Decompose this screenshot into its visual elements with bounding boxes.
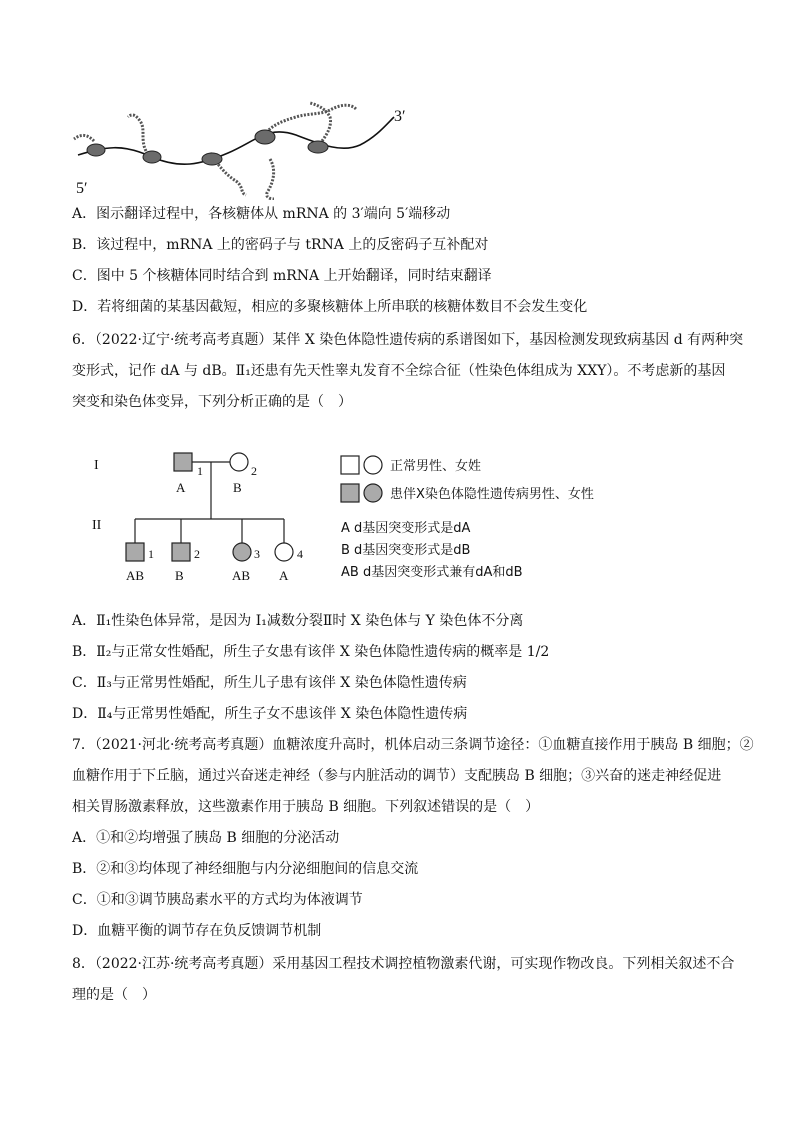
q7-stem-line-1: 7．（2021·河北·统考高考真题）血糖浓度升高时，机体启动三条调节途径：①血糖直接作用于胰岛 B 细胞；② bbox=[72, 737, 754, 753]
q5-option-c: C．图中 5 个核糖体同时结合到 mRNA 上开始翻译，同时结束翻译 bbox=[72, 268, 492, 284]
q6-option-a: A．Ⅱ₁性染色体异常，是因为 I₁减数分裂Ⅱ时 X 染色体与 Y 染色体不分离 bbox=[72, 613, 524, 629]
ii1-number: 1 bbox=[148, 547, 154, 561]
i1-number: 1 bbox=[197, 464, 203, 478]
label-3-prime: 3′ bbox=[394, 108, 406, 125]
q7-option-c: C．①和③调节胰岛素水平的方式均为体液调节 bbox=[72, 892, 363, 908]
note-da: A d基因突变形式是dA bbox=[341, 521, 471, 536]
pedigree-chart bbox=[80, 445, 640, 590]
ii4-number: 4 bbox=[297, 547, 303, 561]
q7-option-a: A．①和②均增强了胰岛 B 细胞的分泌活动 bbox=[72, 830, 340, 846]
i2-normal-female bbox=[230, 453, 248, 471]
mrna-strand bbox=[78, 117, 394, 164]
q8-stem-line-1: 8．（2022·江苏·统考高考真题）采用基因工程技术调控植物激素代谢，可实现作物改良。下列相关叙述不合 bbox=[72, 956, 735, 972]
generation-2-label: II bbox=[92, 518, 102, 533]
q6-option-c: C．Ⅱ₃与正常男性婚配，所生儿子患有该伴 X 染色体隐性遗传病 bbox=[72, 675, 467, 691]
q6-stem-line-2: 变形式，记作 dA 与 dB。Ⅱ₁还患有先天性睾丸发育不全综合征（性染色体组成为 XXY）。不考虑新的基因 bbox=[72, 363, 726, 379]
i1-affected-male bbox=[174, 453, 192, 471]
legend-affected-male bbox=[341, 484, 359, 502]
ii2-affected-male bbox=[172, 543, 190, 561]
label-5-prime: 5′ bbox=[76, 180, 88, 197]
legend-affected-label: 患伴X染色体隐性遗传病男性、女性 bbox=[390, 487, 594, 502]
q5-option-b: B．该过程中，mRNA 上的密码子与 tRNA 上的反密码子互补配对 bbox=[72, 237, 489, 253]
ii1-affected-male bbox=[126, 543, 144, 561]
q7-option-b: B．②和③均体现了神经细胞与内分泌细胞间的信息交流 bbox=[72, 861, 419, 877]
i1-genotype: A bbox=[176, 480, 186, 495]
legend-normal-female bbox=[364, 456, 382, 474]
q5-option-d: D．若将细菌的某基因截短，相应的多聚核糖体上所串联的核糖体数目不会发生变化 bbox=[72, 299, 588, 315]
legend-normal-male bbox=[341, 456, 359, 474]
i2-number: 2 bbox=[251, 464, 257, 478]
q8-stem-line-2: 理的是（ ） bbox=[72, 987, 156, 1003]
i2-genotype: B bbox=[233, 480, 242, 495]
ii3-number: 3 bbox=[254, 547, 260, 561]
ii2-number: 2 bbox=[194, 547, 200, 561]
ii1-genotype: AB bbox=[126, 568, 145, 583]
ii2-genotype: B bbox=[175, 568, 184, 583]
legend-normal-label: 正常男性、女姓 bbox=[390, 459, 482, 474]
polyribosome-figure bbox=[60, 95, 420, 200]
q7-stem-line-3: 相关胃肠激素释放，这些激素作用于胰岛 B 细胞。下列叙述错误的是（ ） bbox=[72, 799, 540, 815]
ii4-normal-female bbox=[275, 543, 293, 561]
ii4-genotype: A bbox=[279, 568, 289, 583]
q6-stem-line-3: 突变和染色体变异，下列分析正确的是（ ） bbox=[72, 394, 352, 410]
generation-1-label: I bbox=[94, 458, 99, 473]
note-dadb: AB d基因突变形式兼有dA和dB bbox=[341, 565, 523, 580]
legend-affected-female bbox=[364, 484, 382, 502]
q7-stem-line-2: 血糖作用于下丘脑，通过兴奋迷走神经（参与内脏活动的调节）支配胰岛 B 细胞；③兴奋的迷走神经促进 bbox=[72, 768, 722, 784]
ii3-affected-female bbox=[233, 543, 251, 561]
note-db: B d基因突变形式是dB bbox=[341, 543, 471, 558]
q6-option-b: B．Ⅱ₂与正常女性婚配，所生子女患有该伴 X 染色体隐性遗传病的概率是 1/2 bbox=[72, 644, 550, 660]
ii3-genotype: AB bbox=[232, 568, 251, 583]
q6-stem-line-1: 6．（2022·辽宁·统考高考真题）某伴 X 染色体隐性遗传病的系谱图如下，基因检测发现致病基因 d 有两种突 bbox=[72, 332, 744, 348]
q6-option-d: D．Ⅱ₄与正常男性婚配，所生子女不患该伴 X 染色体隐性遗传病 bbox=[72, 706, 468, 722]
q5-option-a: A．图示翻译过程中，各核糖体从 mRNA 的 3′端向 5′端移动 bbox=[72, 206, 451, 222]
q7-option-d: D．血糖平衡的调节存在负反馈调节机制 bbox=[72, 923, 322, 939]
